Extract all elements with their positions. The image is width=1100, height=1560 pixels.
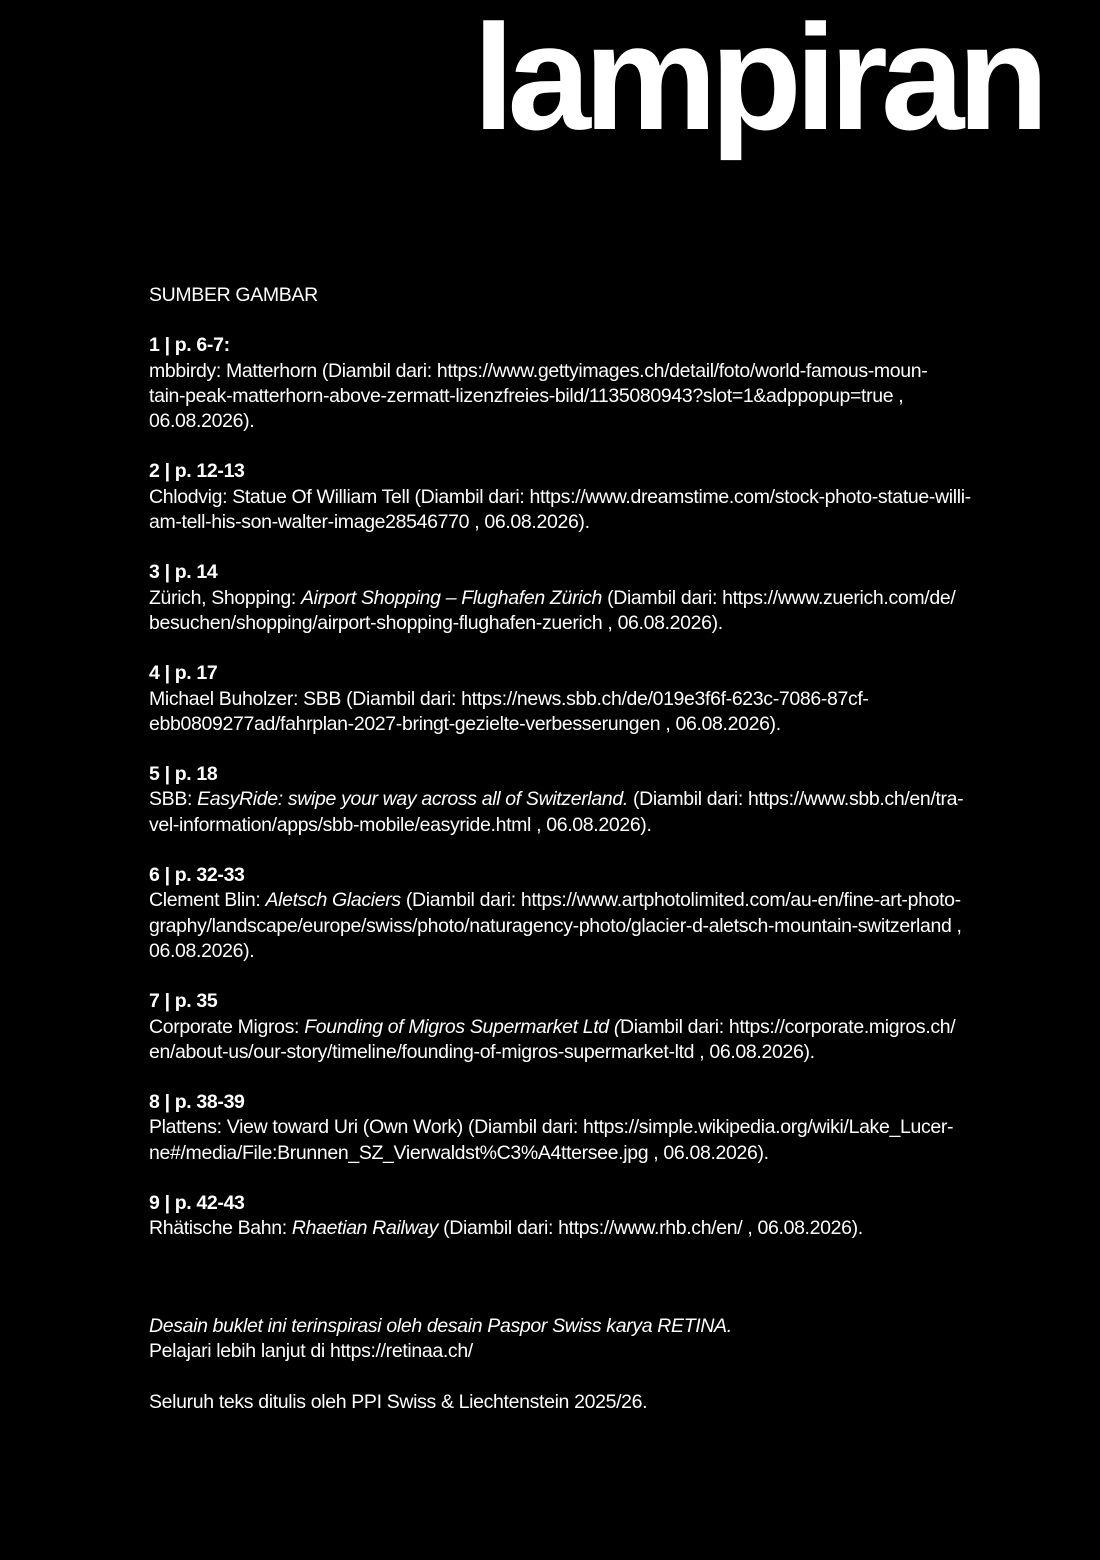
source-entry-citation [149,359,1054,435]
citation-text: Chlodvig: Statue Of William Tell (Diambil dari: https://www.dreamstime.com/stock-photo-statue-willi- [149,485,971,508]
citation-line [149,939,1054,964]
source-entry-citation [149,1216,1054,1241]
source-entry-heading: 3 | p. 14 [149,561,218,584]
footer [149,1314,1054,1415]
citation-line [149,1040,1054,1065]
citation-line [149,384,1054,409]
citation-text: (Diambil dari: https://www.zuerich.com/de/ [602,586,956,609]
citation-line [149,1141,1054,1166]
citation-line [149,409,1054,434]
citation-text: besuchen/shopping/airport-shopping-flughafen-zuerich , 06.08.2026). [149,611,723,634]
source-entry-heading: 6 | p. 32-33 [149,864,245,887]
design-credit: Desain buklet ini terinspirasi oleh desain Paspor Swiss karya RETINA. [149,1315,732,1337]
citation-line [149,888,1054,913]
citation-line [149,1015,1054,1040]
source-entry-citation [149,485,1054,536]
source-entry-citation [149,586,1054,637]
source-entry-citation [149,1015,1054,1066]
source-entry-heading: 8 | p. 38-39 [149,1091,245,1114]
citation-line [149,1115,1054,1140]
source-entry [149,762,1054,838]
source-entry [149,863,1054,964]
citation-text: tain-peak-matterhorn-above-zermatt-lizenzfreies-bild/1135080943?slot=1&adppopup=true , [149,384,904,407]
source-entry-heading: 2 | p. 12-13 [149,460,245,483]
source-entry-heading: 7 | p. 35 [149,990,218,1013]
citation-text: Clement Blin: [149,889,266,912]
citation-text: (Diambil dari: https://www.sbb.ch/en/tra- [627,788,964,811]
citation-line [149,787,1054,812]
source-entry [149,459,1054,535]
source-entry [149,661,1054,737]
citation-line [149,485,1054,510]
source-entry-heading: 9 | p. 42-43 [149,1192,245,1215]
citation-title: Rhaetian Railway [291,1217,439,1240]
citation-text: 06.08.2026). [149,410,255,433]
citation-line [149,611,1054,636]
footer-spacer [149,1365,1054,1390]
source-entry-citation [149,888,1054,964]
source-entry-list [149,333,1054,1241]
citation-title: Founding of Migros Supermarket Ltd ( [304,1015,620,1038]
citation-line [149,813,1054,838]
source-entry [149,560,1054,636]
citation-text: 06.08.2026). [149,939,255,962]
citation-text: Corporate Migros: [149,1015,305,1038]
source-entry [149,989,1054,1065]
citation-text: vel-information/apps/sbb-mobile/easyride.html , 06.08.2026). [149,813,652,836]
source-entry-citation [149,687,1054,738]
image-sources-section [149,283,1054,1267]
citation-line [149,1216,1054,1241]
source-entry-heading: 1 | p. 6-7: [149,334,230,357]
citation-line [149,510,1054,535]
citation-text: (Diambil dari: https://www.artphotolimited.com/au-en/fine-art-photo- [400,889,961,912]
citation-line [149,914,1054,939]
citation-line [149,687,1054,712]
citation-text: Michael Buholzer: SBB (Diambil dari: https://news.sbb.ch/de/019e3f6f-623c-7086-87cf- [149,687,869,710]
source-entry [149,1191,1054,1242]
learn-more-text: Pelajari lebih lanjut di https://retinaa.ch/ [149,1340,473,1363]
page-title: lampiran [472,0,1042,161]
citation-text: en/about-us/our-story/timeline/founding-of-migros-supermarket-ltd , 06.08.2026). [149,1040,815,1063]
citation-text: am-tell-his-son-walter-image28546770 , 06.08.2026). [149,511,590,534]
source-entry-citation [149,787,1054,838]
source-entry [149,333,1054,434]
section-heading: SUMBER GAMBAR [149,284,318,306]
citation-text: ebb0809277ad/fahrplan-2027-bringt-gezielte-verbesserungen , 06.08.2026). [149,712,781,735]
source-entry [149,1090,1054,1166]
citation-text: Diambil dari: https://corporate.migros.ch/ [620,1015,956,1038]
citation-text: Rhätische Bahn: [149,1217,292,1240]
citation-title: Aletsch Glaciers [265,889,401,912]
source-entry-citation [149,1115,1054,1166]
citation-text: SBB: [149,788,198,811]
citation-text: mbbirdy: Matterhorn (Diambil dari: https://www.gettyimages.ch/detail/foto/world-famous-moun- [149,359,928,382]
citation-line [149,586,1054,611]
citation-title: EasyRide: swipe your way across all of Switzerland. [197,788,628,811]
citation-line [149,359,1054,384]
citation-title: Airport Shopping – Flughafen Zürich [300,586,602,609]
authorship-note: Seluruh teks ditulis oleh PPI Swiss & Liechtenstein 2025/26. [149,1390,648,1413]
source-entry-heading: 4 | p. 17 [149,662,218,685]
citation-text: Zürich, Shopping: [149,586,301,609]
source-entry-heading: 5 | p. 18 [149,763,218,786]
citation-text: (Diambil dari: https://www.rhb.ch/en/ , 06.08.2026). [438,1217,863,1240]
citation-text: Plattens: View toward Uri (Own Work) (Diambil dari: https://simple.wikipedia.org/wiki/Lake_Lucer- [149,1116,954,1139]
citation-text: ne#/media/File:Brunnen_SZ_Vierwaldst%C3%A4ttersee.jpg , 06.08.2026). [149,1141,769,1164]
citation-line [149,712,1054,737]
citation-text: graphy/landscape/europe/swiss/photo/naturagency-photo/glacier-d-aletsch-mountain-switzerland , [149,914,962,937]
